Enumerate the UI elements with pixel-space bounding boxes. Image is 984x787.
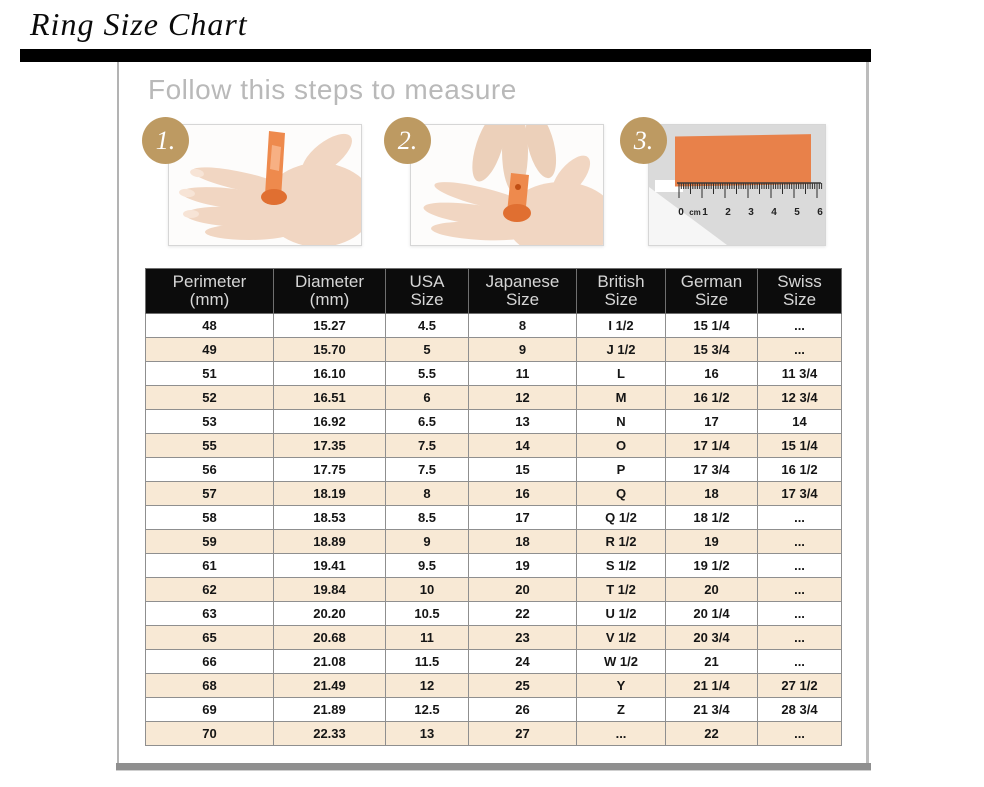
table-cell: 6.5 xyxy=(386,410,469,434)
table-cell: 20 xyxy=(666,578,758,602)
table-cell: 7.5 xyxy=(386,434,469,458)
table-cell: P xyxy=(577,458,666,482)
table-cell: 12 3/4 xyxy=(758,386,842,410)
table-cell: W 1/2 xyxy=(577,650,666,674)
table-cell: 19.84 xyxy=(274,578,386,602)
table-cell: O xyxy=(577,434,666,458)
table-cell: 51 xyxy=(146,362,274,386)
table-cell: 9 xyxy=(386,530,469,554)
table-cell: J 1/2 xyxy=(577,338,666,362)
table-row xyxy=(146,578,842,602)
table-cell: 18 xyxy=(666,482,758,506)
table-cell: 16.10 xyxy=(274,362,386,386)
table-cell: 18 1/2 xyxy=(666,506,758,530)
table-cell: M xyxy=(577,386,666,410)
table-cell: 69 xyxy=(146,698,274,722)
table-cell: 16 1/2 xyxy=(666,386,758,410)
table-row xyxy=(146,722,842,746)
column-header-german: German Size xyxy=(666,269,758,314)
table-cell: 16 xyxy=(666,362,758,386)
table-cell: 8 xyxy=(386,482,469,506)
table-cell: ... xyxy=(758,578,842,602)
table-cell: V 1/2 xyxy=(577,626,666,650)
table-cell: N xyxy=(577,410,666,434)
table-cell: 21 1/4 xyxy=(666,674,758,698)
table-row xyxy=(146,314,842,338)
table-cell: 17.75 xyxy=(274,458,386,482)
table-cell: Z xyxy=(577,698,666,722)
column-header-perimeter: Perimeter (mm) xyxy=(146,269,274,314)
table-cell: 18.89 xyxy=(274,530,386,554)
table-cell: ... xyxy=(577,722,666,746)
table-cell: 17 1/4 xyxy=(666,434,758,458)
table-cell: I 1/2 xyxy=(577,314,666,338)
table-cell: 21.08 xyxy=(274,650,386,674)
table-cell: Q 1/2 xyxy=(577,506,666,530)
table-cell: 22 xyxy=(666,722,758,746)
step-3-badge: 3. xyxy=(620,117,667,164)
table-row xyxy=(146,506,842,530)
column-header-japanese: Japanese Size xyxy=(469,269,577,314)
table-cell: 20.68 xyxy=(274,626,386,650)
table-row xyxy=(146,530,842,554)
table-cell: ... xyxy=(758,506,842,530)
table-cell: 16.51 xyxy=(274,386,386,410)
table-cell: 5.5 xyxy=(386,362,469,386)
ruler-measure-icon xyxy=(649,125,825,245)
table-cell: 28 3/4 xyxy=(758,698,842,722)
step-1-badge: 1. xyxy=(142,117,189,164)
svg-text:6: 6 xyxy=(817,207,823,218)
table-cell: Y xyxy=(577,674,666,698)
table-cell: 12.5 xyxy=(386,698,469,722)
table-cell: 19 1/2 xyxy=(666,554,758,578)
table-header-row xyxy=(146,269,842,314)
table-cell: 19 xyxy=(469,554,577,578)
table-cell: 21.49 xyxy=(274,674,386,698)
tape-strip-icon xyxy=(675,134,811,186)
table-row xyxy=(146,410,842,434)
table-cell: 20.20 xyxy=(274,602,386,626)
ring-size-table xyxy=(145,268,842,746)
table-cell: 27 xyxy=(469,722,577,746)
table-cell: 11.5 xyxy=(386,650,469,674)
step-2-photo xyxy=(410,124,604,246)
table-row xyxy=(146,362,842,386)
column-header-british: British Size xyxy=(577,269,666,314)
table-cell: 11 xyxy=(386,626,469,650)
table-cell: 9.5 xyxy=(386,554,469,578)
table-row xyxy=(146,698,842,722)
table-cell: 70 xyxy=(146,722,274,746)
table-cell: 9 xyxy=(469,338,577,362)
table-cell: 17 xyxy=(469,506,577,530)
table-row xyxy=(146,674,842,698)
table-cell: 4.5 xyxy=(386,314,469,338)
step-1-photo xyxy=(168,124,362,246)
table-cell: 11 3/4 xyxy=(758,362,842,386)
table-cell: 20 1/4 xyxy=(666,602,758,626)
table-cell: 17 3/4 xyxy=(758,482,842,506)
svg-text:5: 5 xyxy=(794,207,800,218)
table-cell: 21.89 xyxy=(274,698,386,722)
table-cell: R 1/2 xyxy=(577,530,666,554)
table-cell: ... xyxy=(758,602,842,626)
table-cell: 12 xyxy=(469,386,577,410)
table-cell: 26 xyxy=(469,698,577,722)
table-cell: 23 xyxy=(469,626,577,650)
page-title: Ring Size Chart xyxy=(30,6,248,42)
table-cell: 20 3/4 xyxy=(666,626,758,650)
table-cell: 13 xyxy=(469,410,577,434)
table-cell: 24 xyxy=(469,650,577,674)
table-cell: 8 xyxy=(469,314,577,338)
table-row xyxy=(146,338,842,362)
table-cell: 16 1/2 xyxy=(758,458,842,482)
table-cell: 62 xyxy=(146,578,274,602)
table-cell: 11 xyxy=(469,362,577,386)
table-cell: 22 xyxy=(469,602,577,626)
table-cell: 14 xyxy=(758,410,842,434)
table-row xyxy=(146,386,842,410)
table-cell: 18.53 xyxy=(274,506,386,530)
table-cell: ... xyxy=(758,314,842,338)
table-row xyxy=(146,482,842,506)
table-row xyxy=(146,626,842,650)
table-cell: 20 xyxy=(469,578,577,602)
table-cell: 15 1/4 xyxy=(666,314,758,338)
table-cell: 17.35 xyxy=(274,434,386,458)
table-cell: Q xyxy=(577,482,666,506)
table-row xyxy=(146,602,842,626)
svg-text:3: 3 xyxy=(748,207,754,218)
table-cell: ... xyxy=(758,626,842,650)
table-cell: 61 xyxy=(146,554,274,578)
table-cell: 27 1/2 xyxy=(758,674,842,698)
table-cell: ... xyxy=(758,554,842,578)
table-cell: 19 xyxy=(666,530,758,554)
table-cell: 15.27 xyxy=(274,314,386,338)
steps-heading: Follow this steps to measure xyxy=(148,74,517,105)
table-row xyxy=(146,458,842,482)
hands-pinching-tape-icon xyxy=(411,125,603,245)
title-underline-bar xyxy=(20,49,871,62)
hand-with-tape-icon xyxy=(169,125,361,245)
step-2-badge: 2. xyxy=(384,117,431,164)
table-cell: ... xyxy=(758,338,842,362)
svg-text:1: 1 xyxy=(702,207,708,218)
table-cell: 10 xyxy=(386,578,469,602)
table-cell: 66 xyxy=(146,650,274,674)
table-cell: U 1/2 xyxy=(577,602,666,626)
table-cell: 55 xyxy=(146,434,274,458)
table-cell: 68 xyxy=(146,674,274,698)
column-header-swiss: Swiss Size xyxy=(758,269,842,314)
table-cell: 13 xyxy=(386,722,469,746)
table-cell: 53 xyxy=(146,410,274,434)
svg-text:4: 4 xyxy=(771,207,777,218)
panel-bottom-bar xyxy=(116,763,871,771)
table-cell: 17 3/4 xyxy=(666,458,758,482)
table-cell: 6 xyxy=(386,386,469,410)
step-3-photo xyxy=(648,124,826,246)
table-row xyxy=(146,554,842,578)
table-row xyxy=(146,650,842,674)
table-cell: 21 3/4 xyxy=(666,698,758,722)
table-cell: 15 3/4 xyxy=(666,338,758,362)
table-cell: 22.33 xyxy=(274,722,386,746)
table-cell: ... xyxy=(758,530,842,554)
table-cell: S 1/2 xyxy=(577,554,666,578)
table-row xyxy=(146,434,842,458)
table-cell: 12 xyxy=(386,674,469,698)
table-cell: ... xyxy=(758,650,842,674)
table-cell: 19.41 xyxy=(274,554,386,578)
table-cell: T 1/2 xyxy=(577,578,666,602)
table-cell: 59 xyxy=(146,530,274,554)
table-cell: 7.5 xyxy=(386,458,469,482)
table-cell: 18.19 xyxy=(274,482,386,506)
table-cell: 15 1/4 xyxy=(758,434,842,458)
column-header-diameter: Diameter (mm) xyxy=(274,269,386,314)
table-cell: 57 xyxy=(146,482,274,506)
table-cell: 25 xyxy=(469,674,577,698)
table-cell: 48 xyxy=(146,314,274,338)
table-cell: 14 xyxy=(469,434,577,458)
table-cell: 15.70 xyxy=(274,338,386,362)
table-cell: 10.5 xyxy=(386,602,469,626)
table-cell: 56 xyxy=(146,458,274,482)
table-cell: 17 xyxy=(666,410,758,434)
table-cell: ... xyxy=(758,722,842,746)
table-cell: 21 xyxy=(666,650,758,674)
table-cell: 15 xyxy=(469,458,577,482)
table-cell: 58 xyxy=(146,506,274,530)
table-cell: 63 xyxy=(146,602,274,626)
table-cell: 18 xyxy=(469,530,577,554)
table-cell: L xyxy=(577,362,666,386)
table-cell: 8.5 xyxy=(386,506,469,530)
svg-text:0: 0 xyxy=(678,207,684,218)
svg-text:2: 2 xyxy=(725,207,731,218)
table-cell: 49 xyxy=(146,338,274,362)
column-header-usa: USA Size xyxy=(386,269,469,314)
table-cell: 52 xyxy=(146,386,274,410)
svg-text:cm: cm xyxy=(689,208,701,217)
table-cell: 16.92 xyxy=(274,410,386,434)
table-cell: 5 xyxy=(386,338,469,362)
table-cell: 65 xyxy=(146,626,274,650)
table-cell: 16 xyxy=(469,482,577,506)
